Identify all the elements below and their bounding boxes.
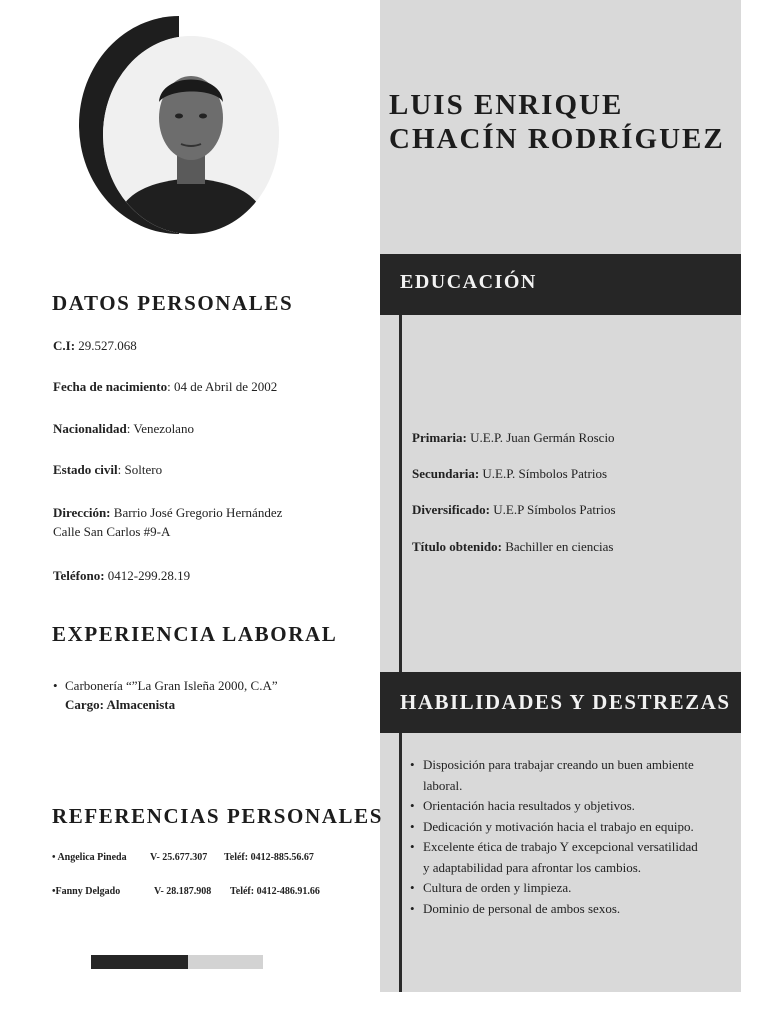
nationality-label: Nacionalidad (53, 421, 127, 436)
civil-status-value: : Soltero (117, 462, 163, 477)
experience-company: Carbonería “”La Gran Isleña 2000, C.A” (65, 678, 278, 693)
phone-value: 0412-299.28.19 (104, 568, 191, 583)
experience-title: EXPERIENCIA LABORAL (52, 622, 338, 646)
reference-item (52, 852, 314, 863)
skill-item: • Cultura de orden y limpieza. (407, 878, 707, 899)
civil-status-field (53, 460, 162, 479)
reference-id: V- 28.187.908 (154, 886, 212, 897)
role-value: Almacenista (104, 697, 176, 712)
education-label: Secundaria: (412, 466, 480, 481)
address-field (53, 503, 282, 541)
civil-status-label: Estado civil (53, 462, 118, 477)
nationality-field (53, 419, 194, 438)
address-label: Dirección: (53, 505, 111, 520)
education-title: EDUCACIÓN (400, 271, 537, 293)
birth-value: : 04 de Abril de 2002 (167, 379, 278, 394)
education-value: U.E.P. Juan Germán Roscio (466, 430, 615, 445)
candidate-name (389, 88, 725, 156)
decorative-bar-dark (91, 955, 188, 969)
education-header-band (380, 254, 741, 315)
name-line-1: LUIS ENRIQUE (389, 89, 624, 121)
education-value: Bachiller en ciencias (501, 539, 614, 554)
education-item (412, 430, 615, 446)
education-value: U.E.P. Símbolos Patrios (479, 466, 608, 481)
education-item (412, 539, 613, 555)
skills-header-band (380, 672, 741, 733)
reference-id: V- 25.677.307 (150, 852, 208, 863)
skills-list (407, 755, 707, 919)
education-item (412, 466, 607, 482)
reference-name: •Fanny Delgado (52, 886, 121, 897)
skill-item: • Dominio de personal de ambos sexos. (407, 899, 707, 920)
skill-item: • Orientación hacia resultados y objetivos. (407, 796, 707, 817)
ci-label: C.I: (53, 338, 76, 353)
profile-photo (103, 36, 279, 234)
profile-photo-frame (79, 16, 279, 234)
experience-bullet: • (53, 678, 58, 693)
skills-title: HABILIDADES Y DESTREZAS (400, 690, 731, 714)
education-item (412, 502, 616, 518)
skill-item: • Disposición para trabajar creando un buen ambiente laboral. (407, 755, 707, 796)
references-title: REFERENCIAS PERSONALES (52, 804, 384, 828)
address-value-line-2: Calle San Carlos #9-A (53, 524, 171, 539)
decorative-bar-light (188, 955, 263, 969)
reference-item (52, 886, 320, 897)
birth-label: Fecha de nacimiento (53, 379, 168, 394)
phone-label: Teléfono: (53, 568, 105, 583)
skill-item: • Dedicación y motivación hacia el trabajo en equipo. (407, 817, 707, 838)
personal-data-title: DATOS PERSONALES (52, 291, 294, 315)
nationality-value: : Venezolano (126, 421, 194, 436)
ci-field (53, 336, 137, 355)
reference-phone: Teléf: 0412-486.91.66 (230, 886, 320, 897)
skill-item: • Excelente ética de trabajo Y excepcional versatilidad y adaptabilidad para afrontar los cambios. (407, 837, 707, 878)
role-label: Cargo: (65, 697, 104, 712)
address-value-line-1: Barrio José Gregorio Hernández (110, 505, 283, 520)
education-value: U.E.P Símbolos Patrios (489, 502, 616, 517)
birth-field (53, 377, 277, 396)
phone-field (53, 566, 190, 585)
timeline-divider (399, 315, 402, 992)
experience-item (53, 676, 278, 714)
ci-value: 29.527.068 (75, 338, 137, 353)
education-label: Título obtenido: (412, 539, 502, 554)
reference-name: • Angelica Pineda (52, 852, 127, 863)
education-label: Primaria: (412, 430, 467, 445)
education-label: Diversificado: (412, 502, 490, 517)
name-line-2: CHACÍN RODRÍGUEZ (389, 123, 725, 155)
reference-phone: Teléf: 0412-885.56.67 (224, 852, 314, 863)
